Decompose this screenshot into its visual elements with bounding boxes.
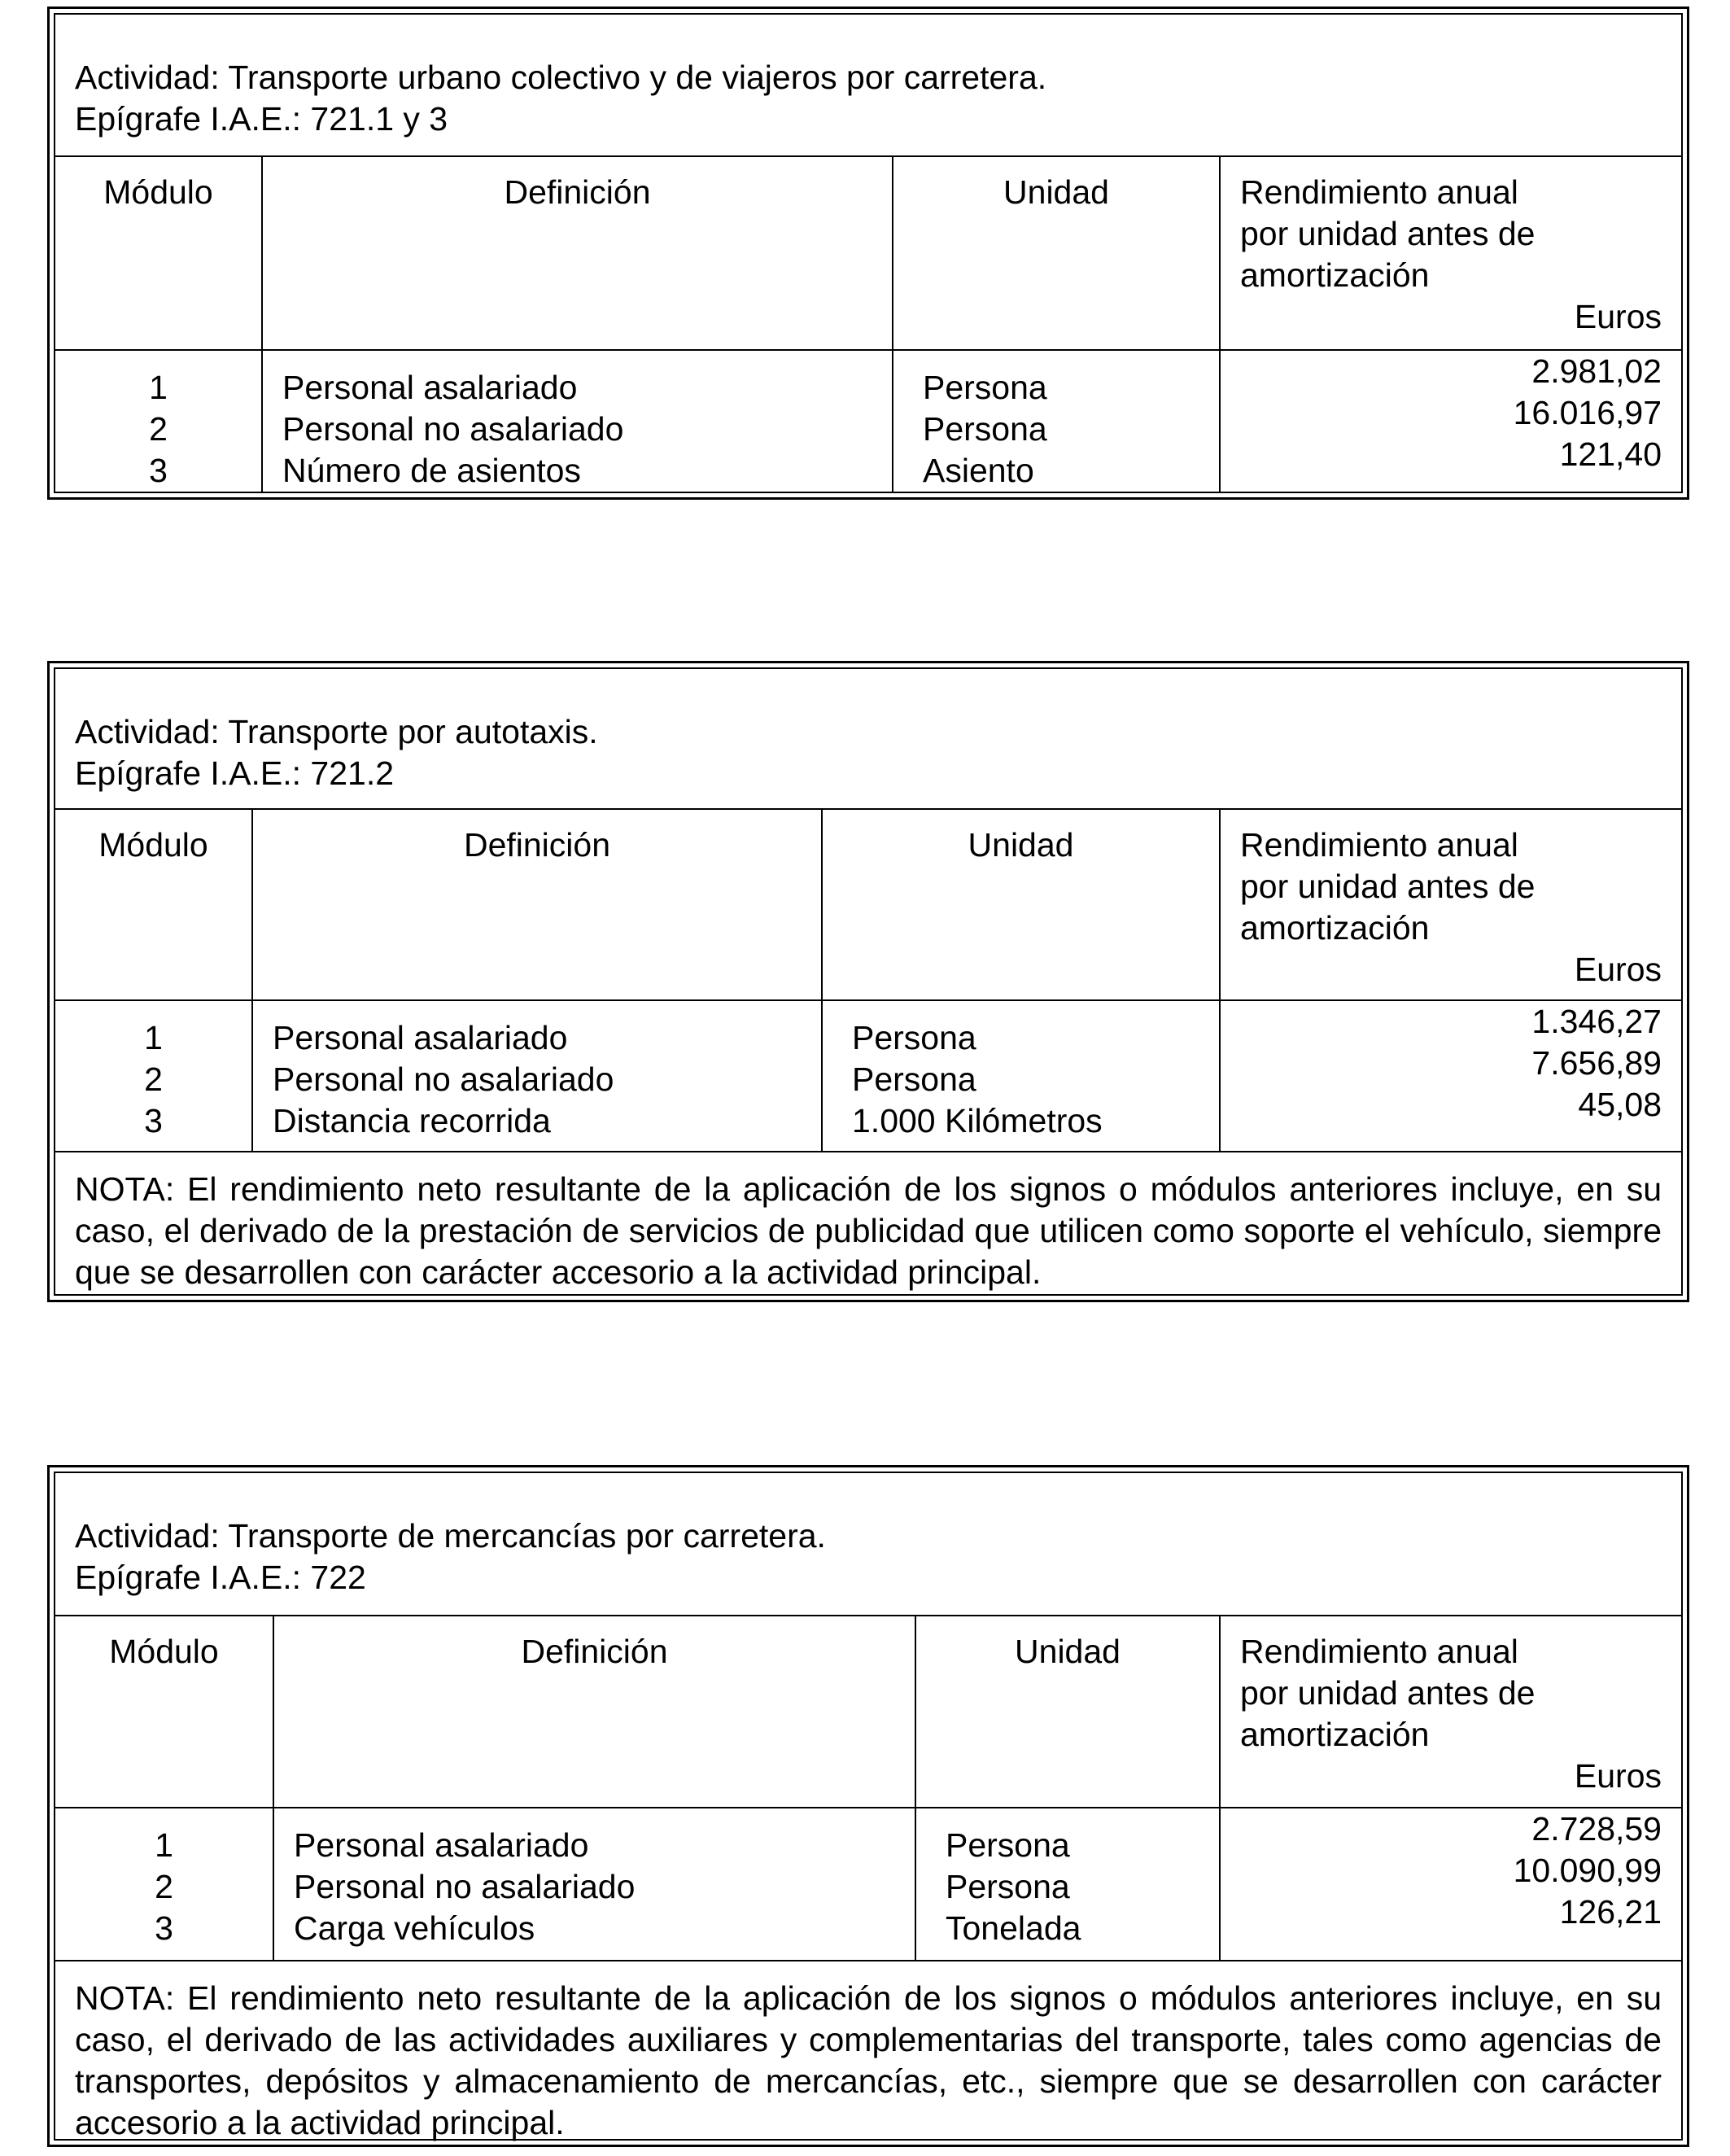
- definicion-text: Personal no asalariado: [294, 1868, 636, 1905]
- modulo-number: 1: [149, 369, 168, 406]
- rendimiento-line-1: Rendimiento anual: [1240, 1633, 1518, 1670]
- valor-euros: 16.016,97: [1513, 394, 1662, 431]
- col-header-modulo: Módulo: [55, 1616, 273, 1808]
- module-table-inner: [54, 667, 1683, 1296]
- col-header-modulo: Módulo: [55, 156, 262, 350]
- unidad-text: Persona: [852, 1061, 976, 1098]
- rendimiento-line-1: Rendimiento anual: [1240, 173, 1518, 211]
- definicion-column: [262, 350, 893, 492]
- definicion-text: Personal asalariado: [294, 1826, 589, 1864]
- unidad-text: Asiento: [923, 452, 1034, 489]
- valor-euros: 2.981,02: [1531, 352, 1662, 390]
- rendimiento-line-2: por unidad antes de: [1240, 215, 1536, 252]
- unidad-text: Persona: [923, 410, 1047, 448]
- modulo-column: [55, 350, 262, 492]
- module-table: [55, 15, 1681, 492]
- euros-label: Euros: [1574, 1757, 1662, 1795]
- modulo-number: 3: [149, 452, 168, 489]
- rendimiento-line-1: Rendimiento anual: [1240, 826, 1518, 864]
- modulo-column: [55, 1000, 252, 1152]
- unidad-text: Persona: [852, 1019, 976, 1056]
- definicion-text: Distancia recorrida: [273, 1102, 551, 1139]
- unidad-column: [822, 1000, 1220, 1152]
- rendimiento-line-3: amortización: [1240, 256, 1430, 294]
- valor-column: [1220, 1808, 1681, 1961]
- module-table-inner: [54, 13, 1683, 493]
- modulo-number: 3: [155, 1909, 173, 1947]
- col-header-rendimiento: [1220, 809, 1681, 1000]
- unidad-text: Persona: [923, 369, 1047, 406]
- valor-euros: 2.728,59: [1531, 1810, 1662, 1848]
- iae-epigraph: Epígrafe I.A.E.: 722: [75, 1559, 366, 1596]
- definicion-text: Personal no asalariado: [282, 410, 624, 448]
- modulo-number: 2: [144, 1061, 163, 1098]
- definicion-text: Personal no asalariado: [273, 1061, 614, 1098]
- module-table: [55, 669, 1681, 1301]
- valor-column: [1220, 350, 1681, 492]
- unidad-text: 1.000 Kilómetros: [852, 1102, 1103, 1139]
- unidad-column: [915, 1808, 1220, 1961]
- euros-label: Euros: [1574, 951, 1662, 988]
- modulo-number: 2: [155, 1868, 173, 1905]
- modulo-number: 1: [155, 1826, 173, 1864]
- valor-euros: 121,40: [1559, 435, 1662, 473]
- activity-header: [55, 669, 1681, 809]
- activity-title: Actividad: Transporte por autotaxis.: [75, 713, 598, 750]
- valor-euros: 10.090,99: [1513, 1852, 1662, 1889]
- unidad-column: [893, 350, 1220, 492]
- col-header-unidad: Unidad: [822, 809, 1220, 1000]
- valor-euros: 126,21: [1559, 1893, 1662, 1931]
- col-header-definicion: Definición: [252, 809, 822, 1000]
- modulo-number: 2: [149, 410, 168, 448]
- unidad-text: Tonelada: [946, 1909, 1081, 1947]
- definicion-text: Número de asientos: [282, 452, 581, 489]
- rendimiento-line-3: amortización: [1240, 1716, 1430, 1753]
- col-header-unidad: Unidad: [915, 1616, 1220, 1808]
- valor-column: [1220, 1000, 1681, 1152]
- unidad-text: Persona: [946, 1826, 1070, 1864]
- valor-euros: 1.346,27: [1531, 1003, 1662, 1040]
- valor-euros: 45,08: [1578, 1086, 1662, 1123]
- col-header-rendimiento: [1220, 1616, 1681, 1808]
- iae-epigraph: Epígrafe I.A.E.: 721.1 y 3: [75, 100, 448, 138]
- unidad-text: Persona: [946, 1868, 1070, 1905]
- activity-header: [55, 1473, 1681, 1616]
- rendimiento-line-3: amortización: [1240, 909, 1430, 947]
- col-header-rendimiento: [1220, 156, 1681, 350]
- euros-label: Euros: [1574, 298, 1662, 335]
- definicion-column: [252, 1000, 822, 1152]
- nota-paragraph: NOTA: El rendimiento neto resultante de la aplicación de los signos o módulos anteriores incluye, en su caso, el derivado de las actividades auxiliares y complementarias del transporte, tales como agencias de transportes, depósitos y almacenamiento de mercancías, etc., siempre que se desarrollen con carácter accesorio a la actividad principal.: [55, 1961, 1681, 2152]
- module-table-taxi-transport: [47, 661, 1689, 1302]
- module-table-inner: [54, 1472, 1683, 2141]
- col-header-modulo: Módulo: [55, 809, 252, 1000]
- iae-epigraph: Epígrafe I.A.E.: 721.2: [75, 754, 395, 792]
- definicion-text: Personal asalariado: [273, 1019, 568, 1056]
- definicion-text: Personal asalariado: [282, 369, 578, 406]
- definicion-column: [273, 1808, 915, 1961]
- modulo-column: [55, 1808, 273, 1961]
- module-table-urban-transport: [47, 7, 1689, 500]
- module-table: [55, 1473, 1681, 2152]
- activity-title: Actividad: Transporte urbano colectivo y de viajeros por carretera.: [75, 59, 1047, 96]
- col-header-definicion: Definición: [273, 1616, 915, 1808]
- activity-header: [55, 15, 1681, 156]
- modulo-number: 3: [144, 1102, 163, 1139]
- rendimiento-line-2: por unidad antes de: [1240, 1674, 1536, 1712]
- nota-paragraph: NOTA: El rendimiento neto resultante de la aplicación de los signos o módulos anteriores incluye, en su caso, el derivado de la prestación de servicios de publicidad que utilicen como soporte el vehículo, siempre que se desarrollen con carácter accesorio a la actividad principal.: [55, 1152, 1681, 1301]
- definicion-text: Carga vehículos: [294, 1909, 535, 1947]
- col-header-unidad: Unidad: [893, 156, 1220, 350]
- module-table-freight-transport: [47, 1465, 1689, 2147]
- col-header-definicion: Definición: [262, 156, 893, 350]
- modulo-number: 1: [144, 1019, 163, 1056]
- rendimiento-line-2: por unidad antes de: [1240, 868, 1536, 905]
- activity-title: Actividad: Transporte de mercancías por carretera.: [75, 1517, 826, 1555]
- valor-euros: 7.656,89: [1531, 1044, 1662, 1082]
